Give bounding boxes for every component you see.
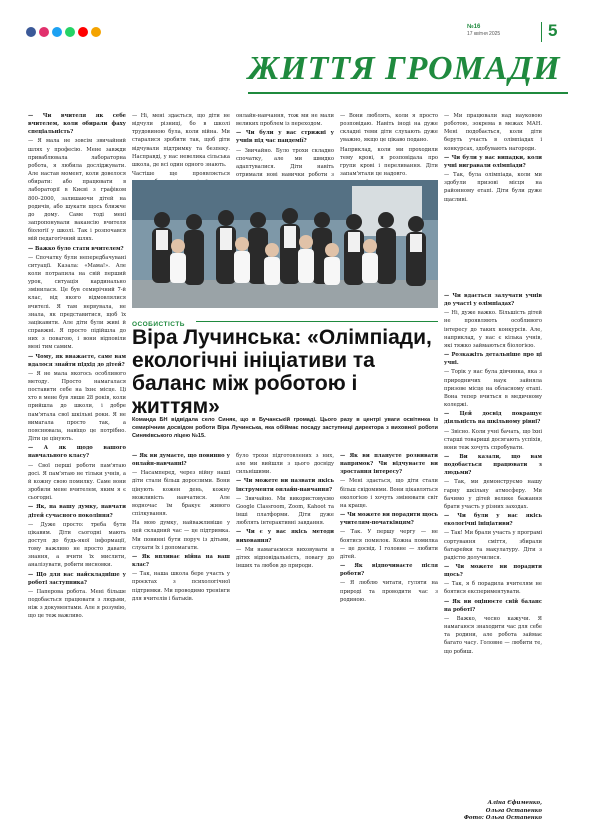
issue-number: №16	[467, 24, 481, 30]
interview-answer: — Ми працювали над науковою роботою, зокрема в межах МАН. Мені подобається, коли діти беруть участь в олімпіадах і конкурсах, здобувають нагороди.	[444, 113, 542, 152]
interview-question: — Чи є у вас якісь методи виховання?	[236, 529, 334, 544]
interview-answer: — Спочатку були непередбачувані ситуації. Казала: «Мама!». Але коли потрапила на свій перший урок, ситуація кардинально змінилася. Це був семирічний 7-й клас, від якого відмовлялися вчителі. Я там нервувала, не знала, як представитися, щоб їх зацікавити. Але діти були живі й справжні. Я просто підійшла до них з повагою, і вони відповіли мені тим самим.	[28, 254, 126, 351]
interview-answer: — Мені здається, що діти стали більш свідомими. Вони цікавляться екологією і хочуть змінювати світ на краще.	[340, 478, 438, 509]
interview-question: — Чи можете ви назвати якісь інструменти онлайн-навчання?	[236, 478, 334, 493]
interview-answer: — Дуже просто: треба бути цікавим. Діти сьогодні мають доступ до будь-якої інформації, тому важливо не просто давати знання, а вчити їх мислити, аналізувати, робити висновки.	[28, 521, 126, 569]
article-column-1	[28, 112, 126, 812]
viber-icon[interactable]	[91, 27, 101, 37]
interview-question: — Як впливає війна на ваш клас?	[132, 553, 230, 569]
interview-answer: — Ми намагаємося виховувати в дітях відповідальність, повагу до інших та любов до природи.	[236, 546, 334, 570]
instagram-icon[interactable]	[39, 27, 49, 37]
interview-question: — Чи можете ви порадити щось?	[444, 564, 542, 579]
article-lead: Команда БН відвідала село Синяк, що в Бучанській громаді. Цього разу в центрі уваги освітянка із семирічним досвідом роботи Віра Лучинська, яка обіймає посаду заступниці директора з виховної роботи Синяківського ліцею №15.	[132, 417, 438, 439]
interview-answer: було трохи підготовлених з них, але ми вийшли з цього досвіду сильнішими.	[236, 453, 334, 476]
interview-answer: — Ні, дуже важко. Більшість дітей не проявляють особливого інтересу до таких конкурсів. Але, наприклад, у нас є кілька учнів, які тяжко займаються біологією.	[444, 310, 542, 349]
interview-answer: — Звичайно. Ми використовуємо Google Classroom, Zoom, Kahoot та інші платформи. Діти дуже люблять інтерактивні завдання.	[236, 495, 334, 527]
interview-question: — Як ви думаєте, що повинно у онлайн-навчанні?	[132, 453, 230, 468]
rubric	[132, 311, 196, 328]
interview-question: — Як ви плануєте розвивати напрямок? Чи відчуваєте ви зростання інтересу?	[340, 453, 438, 476]
article-bottom-column-1	[132, 452, 230, 814]
article-bottom-column-2	[236, 452, 334, 814]
section-underline	[248, 92, 568, 94]
article-headline: Віра Лучинська: «Олімпіади, екологічні ініціативи та баланс між роботою і життям»	[132, 326, 432, 418]
interview-answer: — Так, наша школа бере участь у проєктах з психологічної підтримки. Ми проводимо тренінги для вчителів і батьків.	[132, 571, 230, 602]
interview-question: — Чи були у вас стрижні у учнів під час пандемії?	[236, 130, 334, 145]
divider	[541, 22, 542, 42]
interview-question: — Чи вчителя як себе вчителем, коли обирали фаху спеціальність?	[28, 113, 126, 136]
interview-answer: — Важко, чесно кажучи. Я намагаюся знаходити час для себе та родини, але робота займає багато часу. Головне — любити те, що робиш.	[444, 615, 542, 655]
interview-answer: — Звісно. Коли учні бачать, що їхні старші товариші досягають успіхів, вони теж хочуть спробувати.	[444, 428, 542, 451]
photo-people-illustration	[132, 180, 438, 308]
interview-question: — Чи вдається залучати учнів до участі у олімпіадах?	[444, 293, 542, 308]
interview-question: — Чи можете ви порадити щось учителям-початківцям?	[340, 512, 438, 527]
youtube-icon[interactable]	[78, 27, 88, 37]
social-icons	[26, 27, 101, 37]
author-name: Аліна Єфименко,	[487, 800, 542, 806]
whatsapp-icon[interactable]	[65, 27, 75, 37]
author-second: Ольга Остапенко	[485, 807, 542, 814]
interview-answer: Частіше ще проявляється	[132, 171, 230, 178]
facebook-icon[interactable]	[26, 27, 36, 37]
interview-answer: — Так, ми демонструємо нашу гарну шкільну атмосферу. Ми бачимо у дітей велике бажання брати участь у різних заходах.	[444, 479, 542, 510]
interview-answer: — Я не мала якогось особливого методу. Просто намагалася поставити себе на їхнє місце. Ці хто в мене був лише 28 років, коли прийшла до школи, і добре пам'ятала свої шкільні роки. Я не вимагала просто так, а пояснювала, навіщо це потрібно. Діти це цінують.	[28, 370, 126, 443]
interview-question: — Чому, як вважаєте, саме вам вдалося знайти підхід до дітей?	[28, 353, 126, 368]
interview-question: — Що для вас найскладніше у роботі заступника?	[28, 571, 126, 586]
section-title: ЖИТТЯ ГРОМАДИ	[248, 50, 561, 87]
twitter-icon[interactable]	[52, 27, 62, 37]
article-column-6	[444, 292, 542, 812]
interview-question: — Як, на вашу думку, навчати дітей сучасного покоління?	[28, 504, 126, 519]
interview-answer: На мою думку, найважливіше у цей складний час — це підтримка. Ми повинні бути поруч із дітьми, слухати їх і допомагати.	[132, 520, 230, 551]
interview-answer: — Торік у нас була дівчинка, яка з природничих наук зайняла призове місце на обласному етапі. Вона тепер вчиться в медичному коледжі.	[444, 369, 542, 409]
interview-answer: — Вони люблять, коли я просто розповідаю. Навіть іноді на дуже складні теми діти слухають дуже уважно, якщо це цікаво подано.	[340, 113, 438, 144]
interview-answer: — Так. У першу чергу — не боятися помилок. Кожна помилка — це досвід. І головне — любити дітей.	[340, 529, 438, 560]
article-bottom-column-3	[340, 452, 438, 814]
article-column-5	[444, 112, 542, 290]
interview-question: — Як відпочиваєте після роботи?	[340, 563, 438, 578]
interview-question: — Розкажіть детальніше про ці учні.	[444, 352, 542, 367]
interview-answer: — Так! Ми брали участь у програмі сортування сміття, збирали батарейки та макулатуру. Діти з радістю долучилися.	[444, 530, 542, 561]
interview-question: — Чи були у вас випадки, коли учні вигравали олімпіади?	[444, 154, 542, 169]
page-number: 5	[548, 21, 558, 40]
interview-answer: — Звичайно. Було трохи складно спочатку, але ми швидко адаптувалися. Діти навіть отримали нові навички роботи з	[236, 147, 334, 179]
group-photo	[132, 180, 438, 308]
interview-answer: — Свої перші роботи пам'ятаю досі. Я пам'ятаю не тільки учнів, а й кожну свою помилку. Саме вони зробили мене вчителем, яким я є сьогодні.	[28, 462, 126, 502]
interview-question: — Важко було стати вчителем?	[28, 245, 124, 252]
rubric-label: ОСОБИСТІСТЬ	[132, 321, 185, 328]
interview-answer: — Я люблю читати, гуляти на природі та проводити час з родиною.	[340, 580, 438, 603]
interview-question: — Чи були у вас якісь екологічні ініціативи?	[444, 513, 542, 528]
interview-answer: Наприклад, коли ми проходили тему крові, я розповідала про групи крові і переливання. Діти запам'ятали це надовго.	[340, 146, 438, 178]
author-signature	[444, 800, 542, 823]
interview-answer: — Ні, мені здається, що діти не відчули різниці, бо в школі трудовиною була, коли війна. Ми старалися зробити так, щоб діти відчували підтримку та безпеку. Насправді, у нас невелика сільська школа, де всі один одного знають.	[132, 113, 230, 168]
interview-question: — Цей досвід покращує діяльність на шкільному рівні?	[444, 411, 542, 426]
photo-credit: Фото: Ольга Остапенко	[463, 815, 542, 821]
interview-answer: онлайн-навчання, тож ми не мали великих проблем із переходом.	[236, 113, 334, 128]
interview-answer: — Я мала не зовсім звичайний шлях у професію. Мене завжди приваблювала лабораторна робота, я любила досліджувати. Але настав момент, коли довелося обирати: або працювати в лабораторії в Києві з графіком 800–2000, залишаючи дітей на родичів, або шукати щось ближче до дому. Саме тоді мені запропонували вакансію вчителя біології у школі. Так і розпочався мій педагогічний шлях.	[28, 138, 126, 243]
interview-answer: — Так, була олімпіада, коли ми здобули призові місця на районному етапі. Діти були дуже щасливі.	[444, 172, 542, 203]
interview-answer: — Так, я б порадила вчителям не боятися експериментувати.	[444, 581, 542, 596]
interview-question: — А як щодо вашого навчального класу?	[28, 445, 126, 460]
page-header	[0, 0, 600, 52]
issue-date: 17 квітня 2025	[467, 31, 501, 37]
interview-answer: — Паперова робота. Мені більше подобається працювати з людьми, ніж з документами. Але я розумію, що це теж важливо.	[28, 588, 126, 620]
interview-question: — Ви казали, що вам подобається працювати з людьми?	[444, 453, 542, 477]
interview-answer: — Насамперед, через війну наші діти стали більш дорослими. Вони цінують кожен день, кожну можливість навчатися. Але водночас їм бракує живого спілкування.	[132, 470, 230, 518]
interview-question: — Як ви оцінюєте свій баланс на роботі?	[444, 598, 542, 613]
